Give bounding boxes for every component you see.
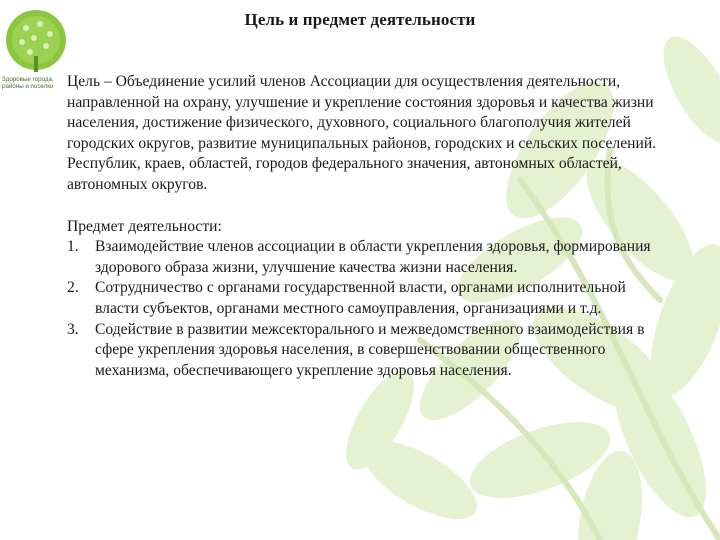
subject-item-text: Сотрудничество с органами государственной власти, органами исполнительной власти субъектов, органами местного самоуправления, организациями и т.д. — [95, 279, 626, 317]
slide-title: Цель и предмет деятельности — [244, 10, 476, 29]
subject-item-text: Содействие в развитии межсекторального и межведомственного взаимодействия в сфере укрепления здоровья населения, в совершенствовании общественного механизма, обеспечивающего укрепление здоровья населения. — [95, 320, 645, 379]
slide-body — [67, 72, 657, 381]
subject-item — [67, 278, 657, 319]
subject-item — [67, 320, 657, 382]
subject-list — [67, 237, 657, 381]
subject-heading: Предмет деятельности: — [67, 217, 222, 235]
subject-item-text: Взаимодействие членов ассоциации в области укрепления здоровья, формирования здорового образа жизни, улучшение качества жизни населения. — [95, 238, 651, 276]
subject-item-number: 2. — [67, 279, 79, 297]
subject-item-number: 1. — [67, 238, 79, 256]
logo-caption — [2, 76, 72, 90]
subject-item-number: 3. — [67, 320, 79, 338]
goal-paragraph: Цель – Объединение усилий членов Ассоциации для осуществления деятельности, направленной на охрану, улучшение и укрепление состояния здоровья и качества жизни населения, достижение физического, духовного, социального благополучия жителей городских округов, развитие муниципальных районов, городских и сельских поселений. Республик, краев, областей, городов федерального значения, автономных областей, автономных округов. — [67, 73, 657, 193]
spacer — [67, 196, 657, 217]
subject-item — [67, 237, 657, 278]
logo-caption-line1: Здоровые города, — [2, 76, 54, 83]
logo-caption-line2: районы и поселки — [2, 83, 54, 90]
